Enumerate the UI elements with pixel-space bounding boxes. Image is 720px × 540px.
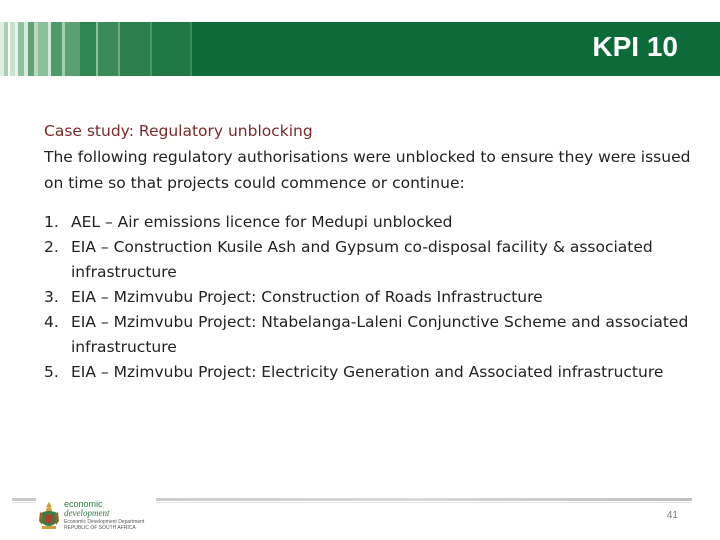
- intro-paragraph: The following regulatory authorisations were unblocked to ensure they were issued on time so that projects could commence or continue:: [44, 148, 691, 192]
- title-banner: [0, 22, 720, 76]
- list-item-number: 4.: [44, 313, 59, 331]
- coat-of-arms-icon: [38, 501, 60, 531]
- list-item-text: EIA – Mzimvubu Project: Electricity Generation and Associated infrastructure: [71, 363, 664, 381]
- list-item: [44, 285, 694, 310]
- authorisation-list: [44, 210, 694, 385]
- list-item-number: 1.: [44, 213, 59, 231]
- logo-country-name: REPUBLIC OF SOUTH AFRICA: [64, 525, 136, 531]
- list-item-text: EIA – Mzimvubu Project: Construction of Roads Infrastructure: [71, 288, 543, 306]
- list-item-text: AEL – Air emissions licence for Medupi unblocked: [71, 213, 453, 231]
- list-item-number: 3.: [44, 288, 59, 306]
- list-item: [44, 235, 694, 285]
- list-item: [44, 310, 694, 360]
- logo-word-development: development: [64, 508, 110, 518]
- list-item-text: EIA – Construction Kusile Ash and Gypsum co-disposal facility & associated infrastructure: [71, 238, 653, 281]
- list-item: [44, 210, 694, 235]
- list-item: [44, 360, 694, 385]
- list-item-number: 5.: [44, 363, 59, 381]
- slide-content: [44, 118, 694, 385]
- logo-word-economic: economic: [64, 499, 103, 509]
- list-item-number: 2.: [44, 238, 59, 256]
- list-item-text: EIA – Mzimvubu Project: Ntabelanga-Laleni Conjunctive Scheme and associated infrastructure: [71, 313, 689, 356]
- banner-stripes: [0, 22, 230, 76]
- page-number: 41: [666, 510, 678, 521]
- logo-department-name: Economic Development Department: [64, 519, 145, 525]
- case-study-heading: Case study: Regulatory unblocking: [44, 122, 313, 140]
- slide-title: KPI 10: [592, 31, 678, 62]
- economic-development-logo: [36, 497, 156, 537]
